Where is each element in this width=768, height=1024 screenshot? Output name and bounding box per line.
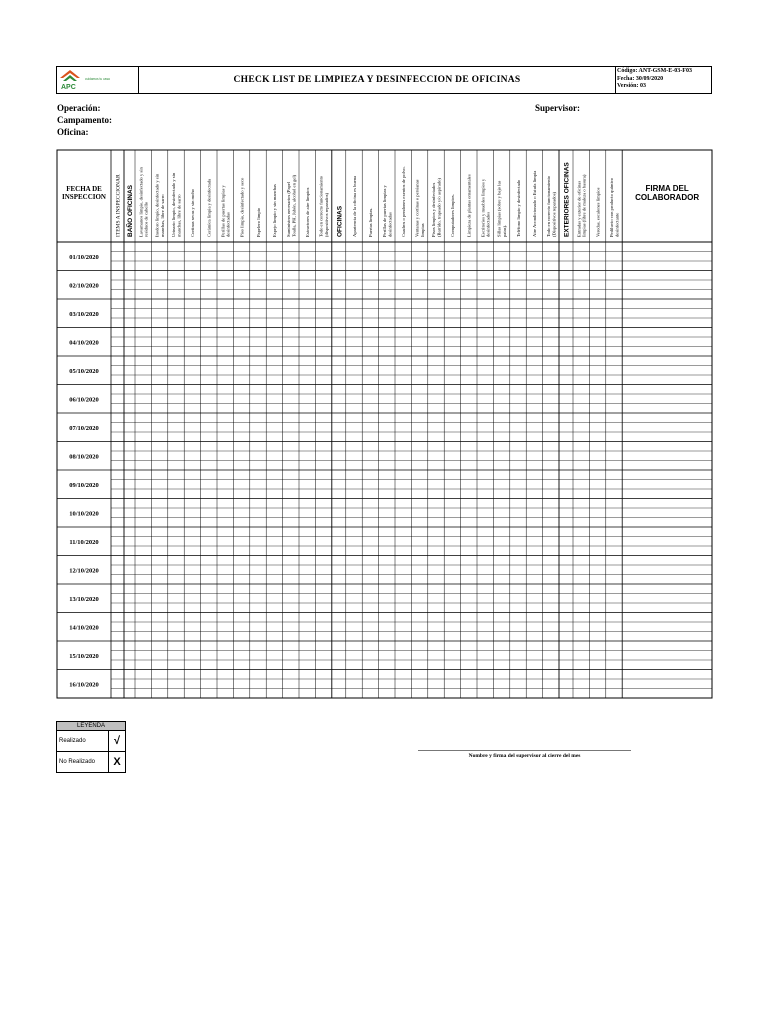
svg-text:EXTERIORES OFICINAS: EXTERIORES OFICINAS — [563, 162, 571, 237]
svg-text:Entradas y exterior de oficina: Entradas y exterior de oficinas — [576, 180, 582, 237]
date-label: 10/10/2020 — [69, 510, 99, 518]
item-column-header — [497, 181, 507, 237]
document-title: CHECK LIST DE LIMPIEZA Y DESINFECCION DE OFICINAS — [138, 66, 616, 94]
svg-text:Lavamanos limpio, desinfectado: Lavamanos limpio, desinfectado y sin — [138, 167, 144, 237]
date-label: 16/10/2020 — [69, 681, 99, 689]
inspection-grid — [56, 149, 714, 701]
item-column-header — [467, 174, 472, 237]
document-date: Fecha: 30/09/2020 — [617, 75, 664, 82]
svg-text:limpias: limpias — [420, 223, 426, 237]
date-label: 03/10/2020 — [69, 310, 99, 318]
svg-text:Cortinas secas y sin moho: Cortinas secas y sin moho — [190, 189, 196, 237]
item-column-header — [171, 172, 182, 237]
svg-text:BAÑO OFICINAS: BAÑO OFICINAS — [127, 185, 134, 237]
svg-text:desinfectante: desinfectante — [614, 212, 620, 237]
date-label: 15/10/2020 — [69, 652, 99, 660]
legend-row-no-realizado — [57, 752, 125, 772]
svg-text:Todo en correcto funcionamient: Todo en correcto funcionamiento — [318, 175, 324, 237]
svg-text:Cerámica limpia y desinfectada: Cerámica limpia y desinfectada — [206, 178, 212, 237]
svg-text:desinfectadas: desinfectadas — [225, 212, 231, 237]
svg-text:desinfectadas: desinfectadas — [387, 212, 393, 237]
svg-text:Aire Acondicionado o Estufa li: Aire Acondicionado o Estufa limpia — [532, 170, 538, 237]
item-column-header — [352, 176, 357, 237]
section-column-header — [564, 162, 571, 237]
svg-text:Perillas de puertas limpias y: Perillas de puertas limpias y — [381, 185, 387, 237]
document-code: Código: ANT-GSM-E-03-F03 — [617, 68, 692, 74]
firma-column-header: FIRMA DEL COLABORADOR — [635, 184, 700, 202]
date-label: 07/10/2020 — [69, 424, 99, 432]
date-label: 08/10/2020 — [69, 453, 99, 461]
item-column-header — [239, 177, 245, 237]
svg-text:Urinario limpio, desinfectado: Urinario limpio, desinfectado y sin — [171, 172, 177, 237]
svg-text:Escritorios y muebles limpios: Escritorios y muebles limpios y — [480, 178, 486, 237]
logo-text: APC — [61, 84, 76, 91]
date-label: 01/10/2020 — [69, 253, 99, 261]
item-column-header — [319, 175, 329, 237]
item-column-header — [138, 167, 148, 237]
svg-text:Espejo limpio y sin manchas: Espejo limpio y sin manchas — [272, 184, 278, 237]
legend-row-realizado — [57, 731, 125, 752]
svg-text:Puertas limpias.: Puertas limpias. — [368, 207, 374, 237]
legend-box — [56, 721, 126, 773]
svg-text:limpias (libre de maleza o bas: limpias (libre de maleza o basura) — [581, 174, 587, 237]
svg-text:ITEMS A INSPECCIONAR: ITEMS A INSPECCIONAR — [115, 174, 122, 237]
field-campamento: Campamento: — [57, 115, 112, 125]
legend-label: No Realizado — [57, 752, 109, 772]
date-label: 05/10/2020 — [69, 367, 99, 375]
document-version: Versión: 03 — [617, 83, 646, 89]
svg-text:Sillas limpias (sobre y bajo l: Sillas limpias (sobre y bajo las — [496, 180, 502, 237]
item-column-header — [368, 208, 373, 237]
date-label: 09/10/2020 — [69, 481, 99, 489]
svg-text:(Dispositivos reparados): (Dispositivos reparados) — [551, 191, 557, 237]
x-mark-icon: X — [113, 756, 121, 768]
svg-text:residuos de cabello: residuos de cabello — [143, 201, 149, 237]
check-mark-icon: √ — [113, 735, 121, 747]
item-column-header — [256, 207, 261, 237]
svg-text:manchas, libre de sarro: manchas, libre de sarro — [160, 194, 166, 237]
item-column-header — [220, 185, 230, 237]
item-column-header — [431, 178, 442, 237]
date-column-header: FECHA DE INSPECCION — [62, 185, 106, 201]
grid-text — [62, 162, 699, 689]
item-column-header — [532, 171, 537, 237]
section-column-header — [125, 184, 134, 237]
items-column-header — [116, 174, 122, 237]
svg-text:Extractores de aire limpios: Extractores de aire limpios — [305, 187, 310, 237]
date-label: 11/10/2020 — [69, 538, 99, 546]
item-column-header — [516, 179, 521, 237]
svg-text:(dispositivos reparados): (dispositivos reparados) — [324, 192, 330, 237]
svg-text:Todo en correcto funcionamient: Todo en correcto funcionamiento — [545, 175, 551, 237]
date-label: 06/10/2020 — [69, 396, 99, 404]
item-column-header — [450, 194, 455, 237]
svg-text:Papelero limpio: Papelero limpio — [255, 207, 261, 237]
svg-text:Cuadros o pendones exentos de: Cuadros o pendones exentos de polvo. — [401, 166, 406, 237]
svg-text:Veredas, escalones limpios: Veredas, escalones limpios — [595, 187, 601, 237]
svg-text:patas).: patas). — [502, 224, 508, 237]
svg-text:desinfectados: desinfectados — [485, 211, 491, 237]
item-column-header — [576, 174, 586, 237]
date-label: 04/10/2020 — [69, 339, 99, 347]
svg-text:manchas, libre de sarro: manchas, libre de sarro — [176, 194, 182, 237]
document-code-box — [617, 68, 692, 91]
signature-label: Nombre y firma del supervisor al cierre del mes — [468, 753, 581, 759]
date-label: 02/10/2020 — [69, 282, 99, 290]
signature-line — [418, 750, 631, 751]
item-column-header — [155, 173, 166, 237]
svg-text:Apariencia de la oficina es bu: Apariencia de la oficina es buena — [351, 175, 357, 237]
svg-text:Toalla, PH, Jabón, alcohol en: Toalla, PH, Jabón, alcohol en gel) — [291, 174, 297, 237]
date-label: 13/10/2020 — [69, 595, 99, 603]
apc-logo — [58, 68, 136, 92]
item-column-header — [401, 166, 406, 237]
svg-text:Computadores limpios.: Computadores limpios. — [450, 194, 456, 237]
item-column-header — [546, 175, 556, 237]
item-column-header — [272, 184, 277, 237]
date-label: 12/10/2020 — [69, 567, 99, 575]
svg-text:Limpieza de plantas ornamental: Limpieza de plantas ornamentales — [466, 174, 472, 237]
item-column-header — [382, 185, 392, 237]
section-column-header — [336, 205, 343, 237]
item-column-header — [190, 188, 195, 237]
svg-text:Ventanas y cortinas o persiana: Ventanas y cortinas o persianas — [414, 179, 420, 237]
field-supervisor: Supervisor: — [535, 103, 580, 113]
field-operacion: Operación: — [57, 103, 101, 113]
svg-text:Pediluvio con producto químico: Pediluvio con producto químico — [609, 177, 615, 237]
svg-text:Piso limpio, desinfectado y se: Piso limpio, desinfectado y seco — [239, 177, 245, 237]
item-column-header — [286, 174, 297, 237]
svg-text:Teléfono limpio y desinfectado: Teléfono limpio y desinfectado — [515, 179, 521, 237]
legend-label: Realizado — [57, 731, 109, 751]
logo-tagline: cuidamos tu casa — [85, 77, 110, 81]
item-column-header — [609, 177, 619, 237]
item-column-header — [480, 178, 490, 237]
date-label: 14/10/2020 — [69, 624, 99, 632]
item-column-header — [305, 187, 310, 237]
svg-text:Perillas de puertas limpias y: Perillas de puertas limpias y — [220, 185, 226, 237]
item-column-header — [415, 179, 425, 237]
item-column-header — [207, 179, 212, 237]
field-oficina: Oficina: — [57, 127, 89, 137]
item-column-header — [595, 187, 601, 237]
legend-title: LEYENDA — [57, 722, 125, 731]
svg-text:Pisos limpios y desinfectados: Pisos limpios y desinfectados — [431, 182, 437, 237]
svg-text:Inodoro limpio, desinfectado y: Inodoro limpio, desinfectado y sin — [154, 173, 160, 237]
svg-text:Suministros necesarios (Papel: Suministros necesarios (Papel — [285, 181, 291, 237]
svg-text:OFICINAS: OFICINAS — [336, 205, 344, 237]
svg-text:(Barrido, trapeado y/o aspirad: (Barrido, trapeado y/o aspirado) — [436, 178, 442, 237]
